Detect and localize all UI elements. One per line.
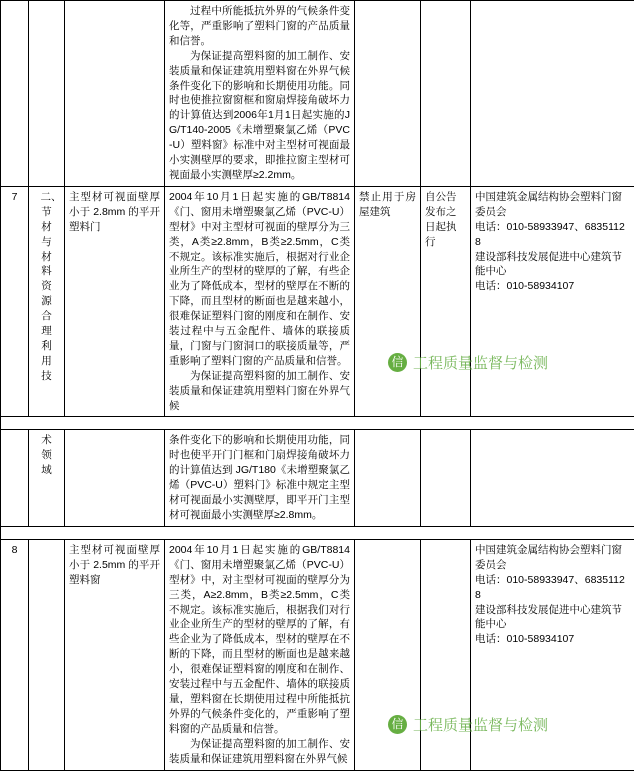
row-organization-cell — [471, 1, 634, 187]
row-time-cell — [421, 430, 471, 526]
watermark-text: 工程质量监督与检测 — [413, 714, 548, 735]
row-category-cell — [29, 539, 65, 770]
organization-line: 电话：010-58933947、68351128 — [475, 573, 630, 603]
row-name-cell: 主型材可视面壁厚小于 2.5mm 的平开塑料窗 — [65, 539, 165, 770]
row-name-cell: 主型材可视面壁厚小于 2.8mm 的平开塑料门 — [65, 186, 165, 417]
row-organization-cell — [471, 430, 634, 526]
row-scope-cell — [355, 1, 421, 187]
row-time-cell — [421, 1, 471, 187]
row-number-cell — [1, 1, 29, 187]
spacer-cell — [1, 526, 634, 539]
watermark-logo-icon: 信 — [388, 353, 407, 372]
description-paragraph: 2004年10月1日起实施的GB/T8814《门、窗用未增塑聚氯乙烯（PVC-U）型材》中对主型材可视面的壁厚分为三类，A类≥2.8mm，B类≥2.5mm，C类不规定。该标准实施后，根据对行业企业所生产的型材的壁厚的了解，有些企业为了降低成本，型材的壁厚在不断的下降，而且型材的断面也是越来越小，很难保证塑料门窗的刚度和在制作、安装过程中与五金配件、墙体的联接质量，门窗与门窗洞口的联接质量等，严重影响了塑料门窗的产品质量和信誉。 — [169, 190, 350, 369]
row-time-cell — [421, 539, 471, 770]
row-number-cell — [1, 430, 29, 526]
description-paragraph: 为保证提高塑料窗的加工制作、安装质量和保证建筑用塑料窗在外界气候条件变化下的影响和长期使用功能。同时也使推拉窗窗框和窗扇焊接角破坏力的计算值达到2006年1月1日起实施的JG/T140-2005《未增塑聚氯乙烯（PVC-U）塑料窗》标准中对主型材可视面最小实测壁厚的要求，即推拉窗主型材可视面最小实测壁厚≥2.2mm。 — [169, 49, 350, 183]
row-name-cell — [65, 430, 165, 526]
description-paragraph: 为保证提高塑料窗的加工制作、安装质量和保证建筑用塑料门窗在外界气候 — [169, 369, 350, 414]
table-row — [1, 186, 634, 417]
category-text: 二、节材与材料资源合理利用技 — [41, 190, 53, 384]
table-row — [1, 539, 634, 770]
watermark-text: 工程质量监督与检测 — [413, 352, 548, 373]
organization-line: 电话：010-58934107 — [475, 632, 630, 647]
table-spacer-row — [1, 526, 634, 539]
category-text: 术领域 — [41, 433, 53, 478]
row-organization-cell — [471, 539, 634, 770]
row-description-cell — [165, 539, 355, 770]
description-paragraph: 条件变化下的影响和长期使用功能，同时也使平开门门框和门扇焊接角破坏力的计算值达到 JG/T180《未增塑聚氯乙烯（PVC-U）塑料门》标准中规定主型材可视面最小实测壁厚，即平开门主型材可视面最小实测壁厚≥2.8mm。 — [169, 433, 350, 522]
row-time-cell: 自公告发布之日起执行 — [421, 186, 471, 417]
row-description-cell — [165, 430, 355, 526]
row-scope-cell — [355, 539, 421, 770]
row-description-cell — [165, 186, 355, 417]
row-name-cell — [65, 1, 165, 187]
description-paragraph: 2004年10月1日起实施的GB/T8814《门、窗用未增塑聚氯乙烯（PVC-U）型材》中，对主型材可视面的壁厚分为三类，A≥2.8mm，B类≥2.5mm，C类不规定。该标准实施后，根据我们对行业企业所生产的型材的壁厚的了解，有些企业为了降低成本，型材的壁厚在不断的下降，而且型材的断面也是越来越小，很难保证塑料窗的刚度和在制作、安装过程中与五金配件、墙体的联接质量，塑料窗在长期使用过程中所能抵抗外界的气候条件变化的，严重影响了塑料窗的产品质量和信誉。 — [169, 543, 350, 737]
row-number-cell: 7 — [1, 186, 29, 417]
organization-line: 电话：010-58933947、68351128 — [475, 220, 630, 250]
organization-line: 中国建筑金属结构协会塑料门窗委员会 — [475, 543, 630, 573]
row-description-cell — [165, 1, 355, 187]
organization-line: 建设部科技发展促进中心建筑节能中心 — [475, 603, 630, 633]
row-scope-cell — [355, 430, 421, 526]
row-scope-cell: 禁止用于房屋建筑 — [355, 186, 421, 417]
row-category-cell — [29, 1, 65, 187]
table-row — [1, 1, 634, 187]
row-category-cell — [29, 186, 65, 417]
spacer-cell — [1, 417, 634, 430]
watermark-logo-icon: 信 — [388, 715, 407, 734]
table-spacer-row — [1, 417, 634, 430]
organization-line: 中国建筑金属结构协会塑料门窗委员会 — [475, 190, 630, 220]
description-paragraph: 为保证提高塑料窗的加工制作、安装质量和保证建筑用塑料窗在外界气候 — [169, 737, 350, 767]
row-organization-cell — [471, 186, 634, 417]
organization-line: 电话：010-58934107 — [475, 279, 630, 294]
table-row — [1, 430, 634, 526]
row-category-cell — [29, 430, 65, 526]
description-paragraph: 过程中所能抵抗外界的气候条件变化等，严重影响了塑料门窗的产品质量和信誉。 — [169, 4, 350, 49]
row-number-cell: 8 — [1, 539, 29, 770]
organization-line: 建设部科技发展促进中心建筑节能中心 — [475, 250, 630, 280]
